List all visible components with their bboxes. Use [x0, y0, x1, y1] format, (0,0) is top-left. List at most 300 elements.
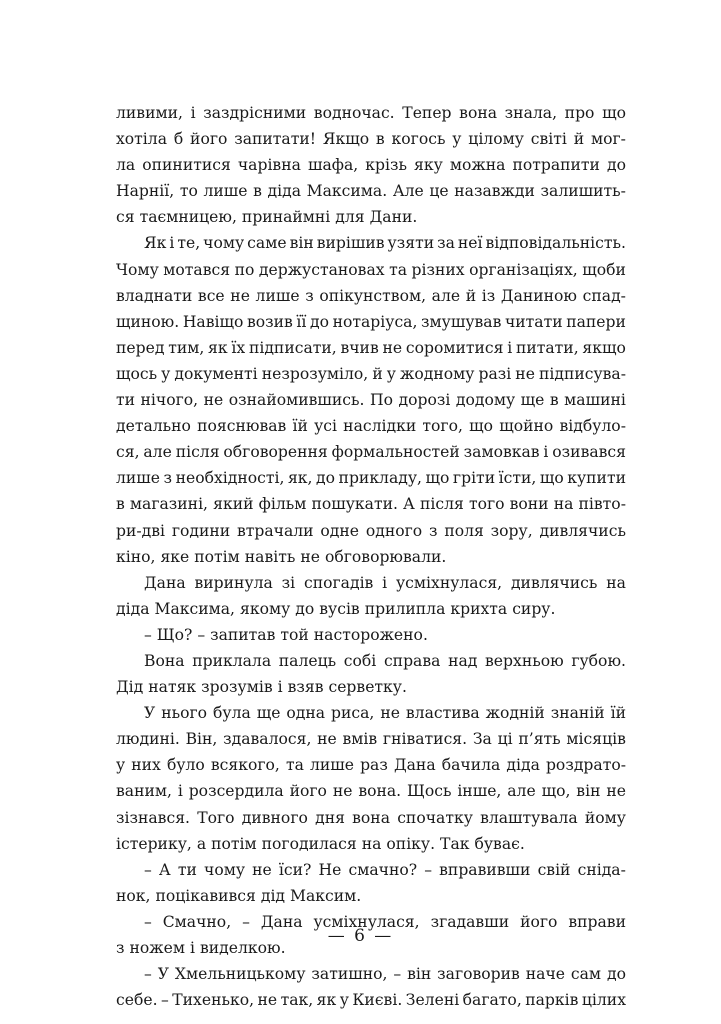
- word: Того: [197, 808, 235, 827]
- text-line: [116, 413, 626, 439]
- word: щось: [116, 364, 158, 383]
- word: який: [213, 495, 254, 514]
- word: документі: [174, 364, 258, 383]
- text-line: [116, 544, 626, 570]
- word: і: [507, 338, 513, 357]
- word: Максима,: [154, 599, 236, 618]
- word: не: [203, 391, 224, 410]
- word: Максима.: [306, 182, 388, 201]
- word: замовкав: [463, 443, 540, 462]
- word: Якщо: [322, 130, 370, 149]
- word: сам: [570, 965, 602, 984]
- word: обговорення: [223, 443, 328, 462]
- word: й: [573, 130, 585, 149]
- word: їй: [292, 417, 308, 436]
- word: купити: [567, 469, 626, 488]
- word: влаштувала: [480, 808, 578, 827]
- word: згадавши: [430, 912, 510, 931]
- word: не: [380, 704, 400, 723]
- word: наслідки: [343, 417, 417, 436]
- word: одна: [286, 704, 326, 723]
- text-line: [116, 100, 626, 126]
- word: в: [253, 182, 262, 201]
- text-line: [116, 596, 626, 622]
- word: Зелені: [405, 991, 460, 1010]
- word: формальностей: [331, 443, 460, 462]
- word: те,: [177, 234, 201, 253]
- word: ножем: [129, 939, 185, 957]
- word: фільм: [258, 495, 307, 514]
- word: держустановах: [258, 260, 385, 279]
- word: не: [257, 991, 278, 1010]
- word: обговорювали.: [324, 547, 447, 566]
- word: –: [144, 860, 152, 879]
- word: –: [144, 912, 152, 931]
- word: Хмельницькому: [174, 965, 306, 984]
- word: над: [448, 651, 478, 670]
- word: спогадів: [303, 573, 374, 592]
- word: у: [386, 364, 396, 383]
- word: так,: [280, 991, 314, 1010]
- word: як: [208, 338, 228, 357]
- word: Тихенько,: [172, 991, 255, 1010]
- word: Чому: [116, 260, 159, 279]
- word: заговорив: [437, 965, 520, 984]
- word: справа: [383, 651, 441, 670]
- word: їх: [231, 338, 246, 357]
- word: лише: [309, 756, 354, 775]
- word: навіть: [244, 547, 296, 566]
- word: Але: [392, 182, 424, 201]
- word: ри-дві: [116, 521, 166, 540]
- word: різних: [411, 260, 465, 279]
- text-line: [116, 152, 626, 178]
- word: свій: [537, 860, 571, 879]
- word: взяв: [287, 678, 324, 697]
- word: в: [549, 391, 559, 410]
- word: Як: [144, 234, 167, 253]
- word: палець: [278, 651, 337, 670]
- word: наче: [525, 965, 565, 984]
- word: після: [419, 495, 464, 514]
- word: опинитися: [142, 156, 231, 175]
- word: на: [553, 495, 574, 514]
- word: –: [144, 625, 152, 644]
- word: усміхнулася,: [396, 573, 503, 592]
- word: у: [452, 130, 462, 149]
- word: але: [431, 286, 461, 305]
- word: за: [437, 234, 455, 253]
- word: підписати,: [248, 338, 337, 357]
- word: Дід: [116, 678, 144, 697]
- text-line: [116, 805, 626, 831]
- word: принаймні: [241, 208, 331, 227]
- word: потрапити: [512, 156, 600, 175]
- word: дорозі: [398, 391, 451, 410]
- word: У: [144, 704, 156, 723]
- word: Дани.: [369, 208, 418, 227]
- word: вона.: [358, 782, 402, 801]
- word: вмів: [342, 730, 378, 749]
- word: дід: [260, 886, 286, 905]
- word: і: [169, 234, 175, 253]
- text-line: [116, 700, 626, 726]
- body-text: [116, 100, 626, 1013]
- word: необхідності,: [175, 469, 285, 488]
- text-line: [116, 987, 626, 1013]
- word: погодилася: [261, 834, 357, 853]
- word: півто-: [578, 495, 626, 514]
- word: разі: [478, 364, 512, 383]
- word: не: [317, 730, 337, 749]
- word: залишить-: [540, 182, 626, 201]
- word: додому: [455, 391, 516, 410]
- word: –: [197, 625, 206, 644]
- word: до: [295, 599, 315, 618]
- word: опіку.: [386, 834, 436, 853]
- word: Смачно,: [162, 912, 232, 931]
- word: Так: [440, 834, 470, 853]
- word: лише: [116, 469, 161, 488]
- word: вирішив: [316, 234, 385, 253]
- text-line: [116, 465, 626, 491]
- word: узяти: [387, 234, 435, 253]
- word: знаній: [550, 704, 605, 723]
- word: світі: [530, 130, 567, 149]
- word: запитав: [210, 625, 276, 644]
- word: після: [175, 443, 220, 462]
- word: Даниною: [500, 286, 578, 305]
- word: гріти: [452, 469, 496, 488]
- word: зрозумів: [201, 678, 273, 697]
- word: вправи: [568, 912, 626, 931]
- word: вусів: [319, 599, 360, 618]
- word: ти: [177, 860, 197, 879]
- word: одне: [320, 521, 360, 540]
- word: якщо: [582, 338, 626, 357]
- word: йому: [584, 808, 626, 827]
- word: ваним,: [116, 782, 172, 801]
- word: чому: [203, 234, 245, 253]
- word: Дана: [144, 573, 186, 592]
- word: машині: [564, 391, 626, 410]
- word: жодному: [400, 364, 475, 383]
- word: його: [190, 130, 228, 149]
- word: години: [171, 521, 231, 540]
- word: втрачали: [236, 521, 314, 540]
- word: усміхнулася,: [313, 912, 420, 931]
- word: він: [289, 234, 314, 253]
- word: інше,: [457, 782, 502, 801]
- word: дивлячись: [539, 521, 626, 540]
- word: той: [280, 625, 309, 644]
- word: до: [607, 156, 626, 175]
- word: неї: [457, 234, 483, 253]
- word: то: [179, 182, 198, 201]
- word: ще: [256, 704, 281, 723]
- word: шафа,: [307, 156, 359, 175]
- word: як,: [287, 469, 313, 488]
- word: Києві.: [352, 991, 403, 1010]
- page-number: — 6 —: [327, 926, 394, 946]
- text-line: [116, 230, 626, 256]
- word: не: [332, 782, 353, 801]
- text-line: [116, 178, 626, 204]
- word: ся,: [116, 443, 140, 462]
- word: Щось: [407, 782, 452, 801]
- text-line: [116, 961, 626, 987]
- text-line: [116, 622, 626, 648]
- word: Нарнії,: [116, 182, 175, 201]
- word: в: [116, 495, 125, 514]
- word: все: [197, 286, 225, 305]
- word: заздрісними: [203, 104, 307, 122]
- word: вона: [352, 808, 390, 827]
- word: зору,: [490, 521, 533, 540]
- word: папери: [566, 312, 626, 331]
- word: щоби: [582, 260, 626, 279]
- word: запитати!: [234, 130, 317, 149]
- word: з: [305, 286, 314, 305]
- word: яку: [414, 156, 443, 175]
- word: потім: [211, 834, 257, 853]
- word: ся: [116, 208, 135, 227]
- word: до: [310, 312, 329, 331]
- text-line: [116, 439, 626, 465]
- text-line: [116, 648, 626, 674]
- word: собі: [343, 651, 377, 670]
- word: якому: [240, 599, 291, 618]
- word: Дана: [393, 756, 436, 775]
- word: цілому: [468, 130, 524, 149]
- text-line: [116, 204, 626, 230]
- word: –: [161, 991, 169, 1010]
- word: їй: [610, 704, 626, 723]
- word: приклала: [192, 651, 272, 670]
- word: крізь: [365, 156, 407, 175]
- word: місяців: [566, 730, 626, 749]
- word: у: [339, 991, 349, 1010]
- word: таємницею,: [139, 208, 237, 227]
- word: поцікавився: [155, 886, 256, 905]
- word: У: [157, 965, 169, 984]
- word: до: [316, 469, 336, 488]
- word: виринула: [194, 573, 273, 592]
- word: з: [163, 469, 173, 488]
- word: діда: [116, 599, 150, 618]
- word: відбуло-: [559, 417, 626, 436]
- word: діда: [506, 756, 540, 775]
- word: до: [606, 965, 626, 984]
- text-line: [116, 491, 626, 517]
- word: роздрато-: [545, 756, 626, 775]
- word: хотіла: [116, 130, 167, 149]
- text-line: [116, 674, 626, 700]
- word: нок,: [116, 886, 151, 905]
- word: усі: [314, 417, 337, 436]
- word: перед: [116, 338, 165, 357]
- word: лише: [203, 182, 248, 201]
- word: Вона: [144, 651, 185, 670]
- text-line: [116, 570, 626, 596]
- word: мог-: [590, 130, 626, 149]
- word: вправивши: [439, 860, 531, 879]
- word: ливими,: [116, 104, 183, 122]
- word: що: [602, 104, 626, 122]
- word: чому: [204, 860, 246, 879]
- text-line: [116, 309, 626, 335]
- word: але: [143, 443, 172, 462]
- word: його: [520, 912, 558, 931]
- word: А: [403, 495, 415, 514]
- word: людині.: [116, 730, 180, 749]
- word: організаціях,: [469, 260, 578, 279]
- text-line: [116, 335, 626, 361]
- word: властива: [405, 704, 480, 723]
- word: багато,: [462, 991, 522, 1010]
- word: дивлячись: [510, 573, 598, 592]
- word: не: [300, 547, 320, 566]
- word: й: [465, 286, 477, 305]
- word: гніватися.: [382, 730, 468, 749]
- word: когось: [391, 130, 446, 149]
- word: не: [606, 782, 626, 801]
- word: сиру.: [512, 599, 556, 618]
- word: і: [177, 782, 183, 801]
- word: нотаріуса,: [332, 312, 418, 331]
- word: з: [428, 521, 438, 540]
- word: це: [429, 182, 449, 201]
- word: того,: [422, 417, 463, 436]
- word: опікунством,: [319, 286, 427, 305]
- word: не: [230, 286, 250, 305]
- word: спочатку: [397, 808, 473, 827]
- word: незрозуміло,: [261, 364, 369, 383]
- word: возив: [246, 312, 293, 331]
- text-line: [116, 857, 626, 883]
- word: й: [372, 364, 383, 383]
- word: вчив: [340, 338, 379, 357]
- word: їсти,: [498, 469, 537, 488]
- word: у: [116, 756, 126, 775]
- word: він: [407, 965, 432, 984]
- word: з: [116, 939, 125, 957]
- word: можна: [449, 156, 506, 175]
- word: із: [481, 286, 496, 305]
- text-line: [116, 283, 626, 309]
- word: і: [277, 678, 283, 697]
- word: розсердила: [188, 782, 284, 801]
- word: соромитися: [405, 338, 504, 357]
- word: для: [335, 208, 365, 227]
- word: губою.: [571, 651, 626, 670]
- word: і: [189, 939, 195, 957]
- word: їси?: [278, 860, 312, 879]
- word: владнати: [116, 286, 193, 305]
- word: на: [606, 573, 626, 592]
- word: ще: [520, 391, 545, 410]
- word: Навіщо: [182, 312, 244, 331]
- word: детально: [116, 417, 191, 436]
- word: чарівна: [237, 156, 301, 175]
- word: у: [161, 364, 171, 383]
- word: А: [158, 860, 171, 879]
- word: За: [472, 730, 492, 749]
- word: ти: [116, 391, 136, 410]
- word: і: [382, 573, 388, 592]
- word: верхньою: [485, 651, 564, 670]
- word: по: [234, 260, 255, 279]
- word: підписува-: [538, 364, 626, 383]
- word: пояснював: [197, 417, 287, 436]
- word: в: [375, 130, 385, 149]
- text-line: [116, 752, 626, 778]
- word: лише: [255, 286, 300, 305]
- word: виделкою.: [199, 939, 286, 957]
- word: жодній: [485, 704, 545, 723]
- word: зізнався.: [116, 808, 190, 827]
- word: його: [289, 782, 327, 801]
- word: водночас.: [313, 104, 395, 122]
- word: –: [393, 965, 402, 984]
- word: і: [543, 443, 549, 462]
- word: ознайомившись.: [228, 391, 365, 410]
- word: пошукати.: [311, 495, 398, 514]
- word: риса,: [331, 704, 375, 723]
- word: п’ять: [518, 730, 561, 749]
- word: відповідальність.: [485, 234, 626, 253]
- word: про: [564, 104, 595, 122]
- text-line: [116, 518, 626, 544]
- word: щойно: [499, 417, 554, 436]
- word: та: [285, 756, 304, 775]
- word: дивного: [241, 808, 308, 827]
- text-line: [116, 387, 626, 413]
- word: нього: [161, 704, 208, 723]
- word: що: [539, 469, 564, 488]
- word: себе.: [116, 991, 158, 1010]
- text-line: [116, 778, 626, 804]
- word: але: [507, 782, 536, 801]
- word: ла: [116, 156, 136, 175]
- word: кіно,: [116, 547, 156, 566]
- word: як: [316, 991, 337, 1010]
- word: була: [213, 704, 251, 723]
- word: прилипла: [364, 599, 446, 618]
- word: не: [252, 860, 272, 879]
- word: що: [425, 469, 450, 488]
- word: і: [190, 104, 196, 122]
- word: здавалося,: [223, 730, 312, 749]
- word: питати,: [515, 338, 579, 357]
- text-line: [116, 883, 626, 909]
- word: б: [173, 130, 184, 149]
- word: них: [131, 756, 161, 775]
- word: насторожено.: [313, 625, 428, 644]
- word: вона: [459, 104, 498, 122]
- word: не: [382, 338, 403, 357]
- word: знала,: [504, 104, 558, 122]
- word: він: [576, 782, 601, 801]
- word: снідa-: [577, 860, 626, 879]
- word: діда: [267, 182, 302, 201]
- word: нічого,: [140, 391, 199, 410]
- word: читати: [504, 312, 563, 331]
- word: її: [296, 312, 307, 331]
- word: яке: [160, 547, 190, 566]
- word: потім: [194, 547, 240, 566]
- text-line: [116, 361, 626, 387]
